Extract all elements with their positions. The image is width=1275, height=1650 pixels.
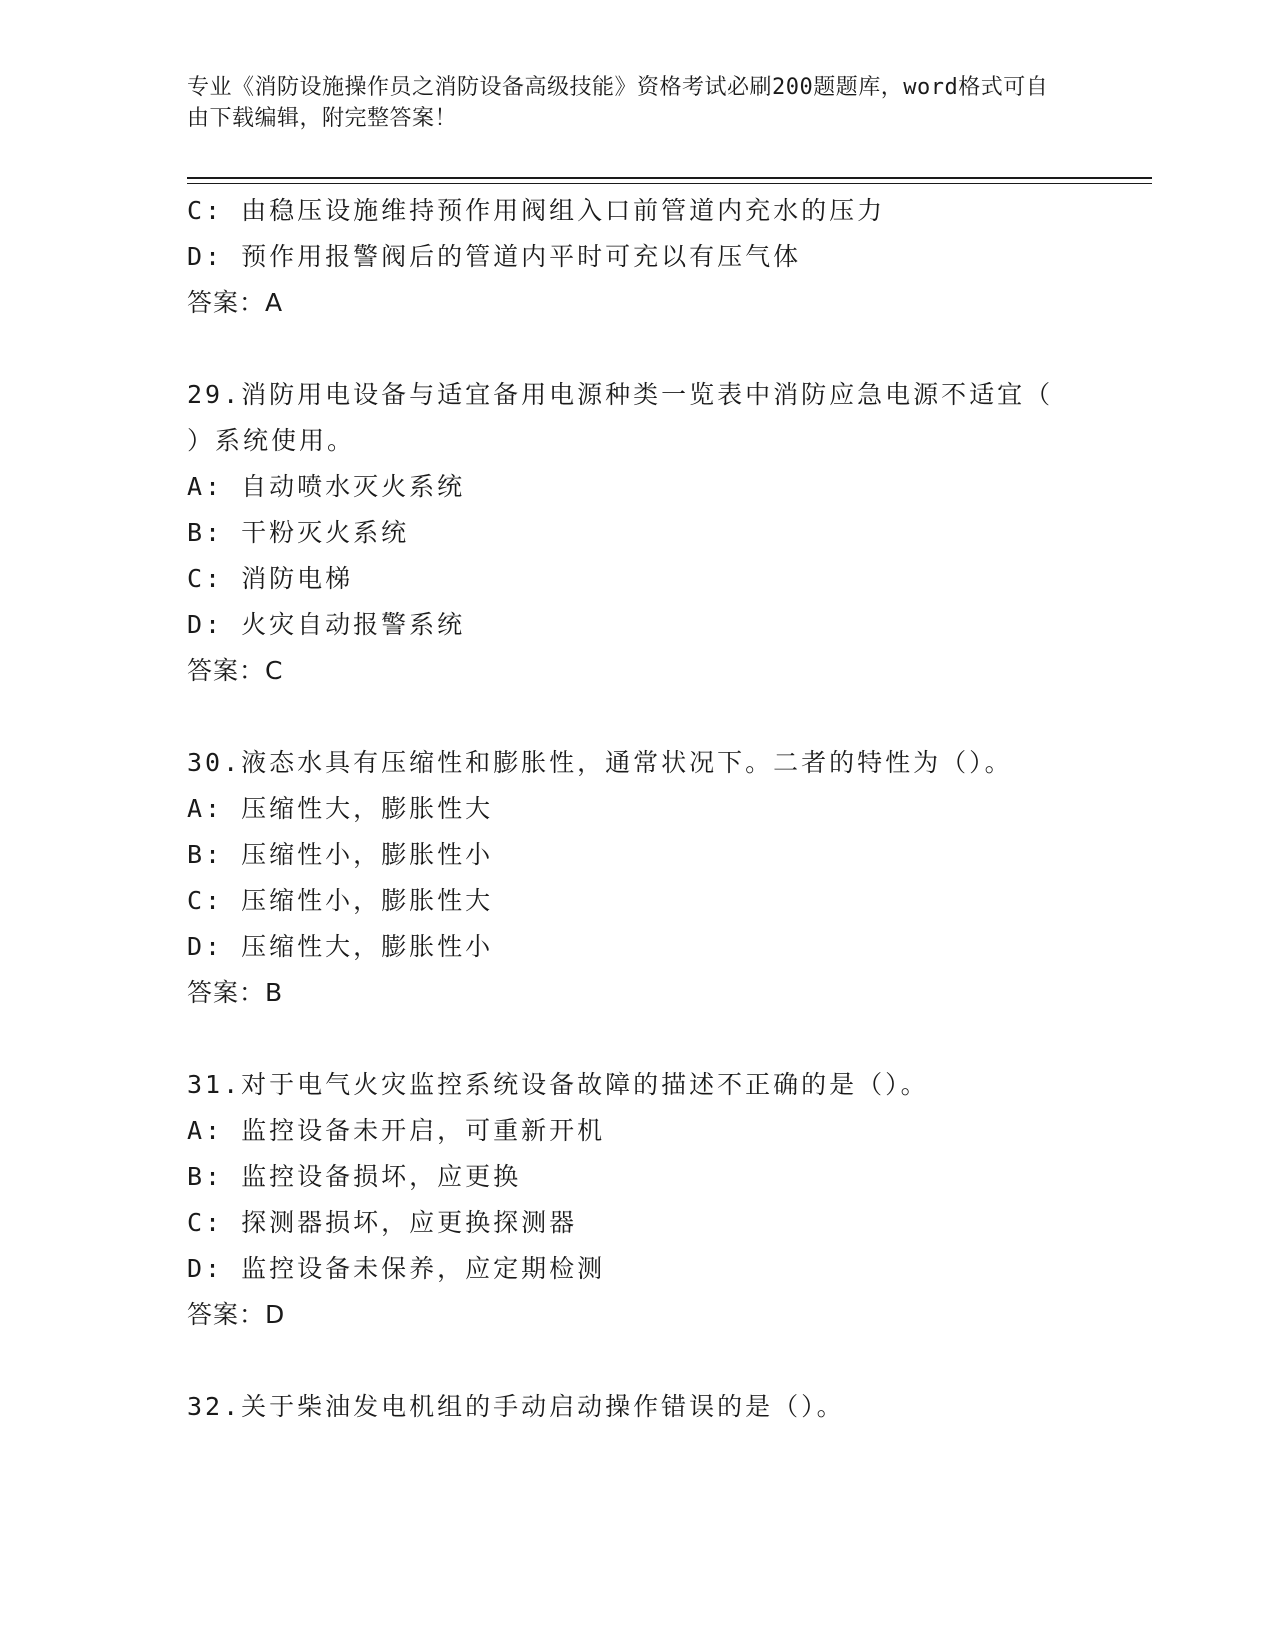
spacer: [187, 694, 1087, 740]
q31-option-c: C: 探测器损坏，应更换探测器: [187, 1208, 578, 1237]
q29-option-d: D: 火灾自动报警系统: [187, 610, 466, 639]
q29-option-c: C: 消防电梯: [187, 564, 354, 593]
q30-option-c: C: 压缩性小，膨胀性大: [187, 886, 494, 915]
q29-option-b: B: 干粉灭火系统: [187, 518, 410, 547]
q31-answer: 答案：D: [187, 1300, 286, 1329]
q30-option-d: D: 压缩性大，膨胀性小: [187, 932, 494, 961]
prev-option-d: D: 预作用报警阀后的管道内平时可充以有压气体: [187, 242, 802, 271]
document-header: 专业《消防设施操作员之消防设备高级技能》资格考试必刷200题题库，word格式可自由下载编辑，附完整答案！: [187, 75, 1049, 131]
q31-option-a: A: 监控设备未开启，可重新开机: [187, 1116, 606, 1145]
question-content: [187, 188, 1087, 1430]
prev-option-c: C: 由稳压设施维持预作用阀组入口前管道内充水的压力: [187, 196, 886, 225]
prev-answer: 答案：A: [187, 288, 284, 317]
q29-stem-line1: 29.消防用电设备与适宜备用电源种类一览表中消防应急电源不适宜（: [187, 380, 1054, 409]
q29-stem-line2: ）系统使用。: [187, 426, 356, 455]
header-rule-thin: [187, 183, 1152, 184]
spacer: [187, 1016, 1087, 1062]
q31-option-b: B: 监控设备损坏，应更换: [187, 1162, 522, 1191]
q30-stem: 30.液态水具有压缩性和膨胀性，通常状况下。二者的特性为（）。: [187, 748, 1013, 777]
spacer: [187, 326, 1087, 372]
q32-stem: 32.关于柴油发电机组的手动启动操作错误的是（）。: [187, 1392, 845, 1421]
q31-stem: 31.对于电气火灾监控系统设备故障的描述不正确的是（）。: [187, 1070, 929, 1099]
q30-option-b: B: 压缩性小，膨胀性小: [187, 840, 494, 869]
q30-option-a: A: 压缩性大，膨胀性大: [187, 794, 494, 823]
q29-answer: 答案：C: [187, 656, 284, 685]
q31-option-d: D: 监控设备未保养，应定期检测: [187, 1254, 606, 1283]
header-rule-thick: [187, 177, 1152, 179]
spacer: [187, 1338, 1087, 1384]
q29-option-a: A: 自动喷水灭火系统: [187, 472, 466, 501]
q30-answer: 答案：B: [187, 978, 284, 1007]
